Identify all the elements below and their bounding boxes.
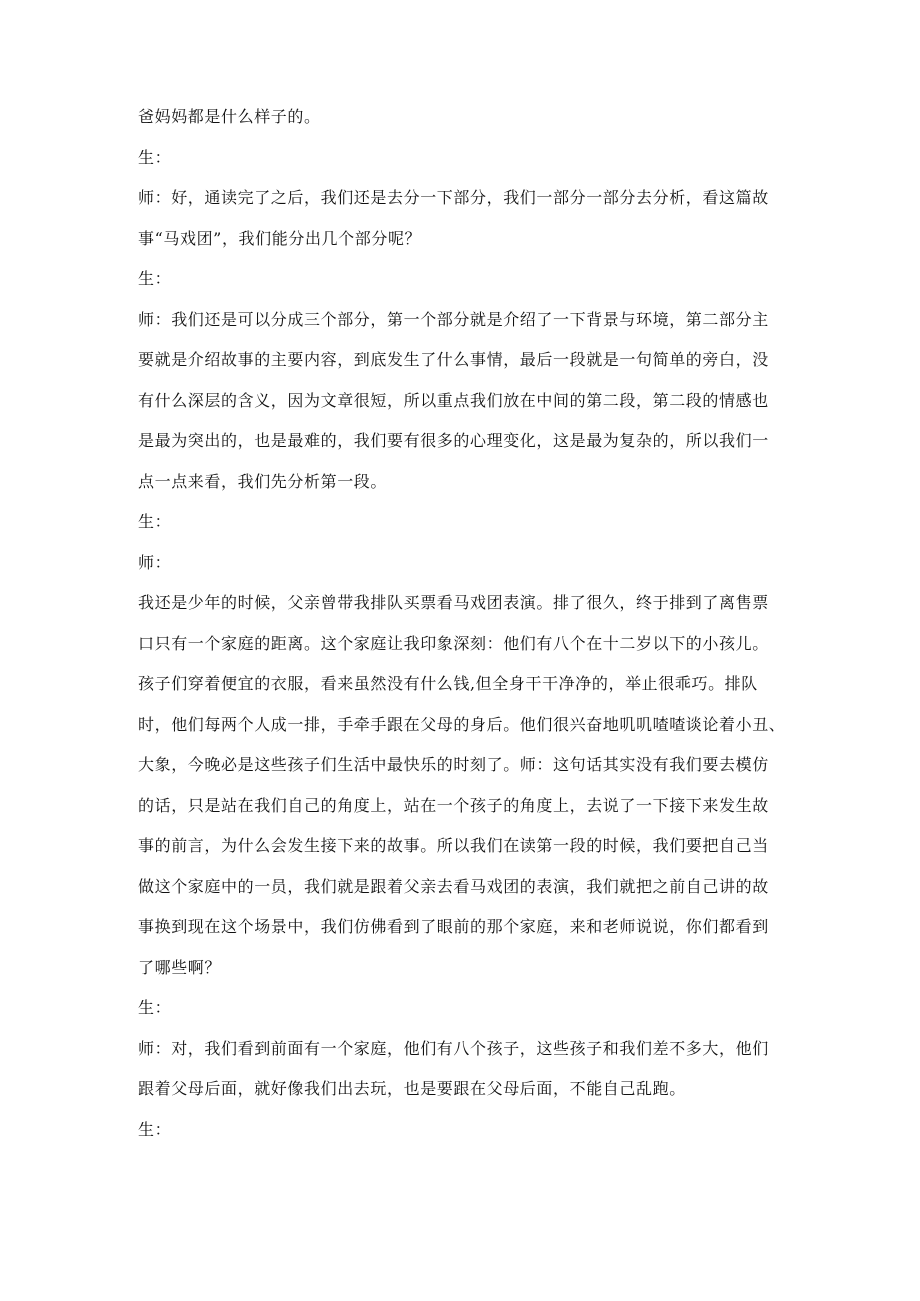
text-line: 时，他们每两个人成一排，手牵手跟在父母的身后。他们很兴奋地叽叽喳喳谈论着小丑、 (138, 714, 786, 734)
speaker-line-teacher: 师： (138, 552, 172, 572)
speaker-line-student: 生： (138, 512, 172, 531)
speaker-line-student: 生： (138, 147, 172, 167)
text-line: 有什么深层的含义，因为文章很短，所以重点我们放在中间的第二段，第二段的情感也 (138, 390, 769, 410)
text-line: 师：对，我们看到前面有一个家庭，他们有八个孩子，这些孩子和我们差不多大，他们 (138, 1038, 769, 1058)
text-line: 大象，今晚必是这些孩子们生活中最快乐的时刻了。师：这句话其实没有我们要去模仿 (138, 755, 769, 774)
text-line: 要就是介绍故事的主要内容，到底发生了什么事情，最后一段就是一句简单的旁白，没 (138, 350, 769, 369)
document-body (138, 104, 788, 1157)
speaker-line-student: 生： (138, 1119, 172, 1139)
text-line: 口只有一个家庭的距离。这个家庭让我印象深刻：他们有八个在十二岁以下的小孩儿。 (138, 633, 769, 653)
text-line: 点一点来看，我们先分析第一段。 (138, 471, 388, 491)
speaker-line-student: 生： (138, 998, 172, 1017)
text-line: 师：好，通读完了之后，我们还是去分一下部分，我们一部分一部分去分析，看这篇故 (138, 188, 769, 207)
text-line: 的话，只是站在我们自己的角度上，站在一个孩子的角度上，去说了一下接下来发生故 (138, 795, 769, 815)
text-line: 我还是少年的时候，父亲曾带我排队买票看马戏团表演。排了很久，终于排到了离售票 (138, 593, 769, 612)
text-line: 孩子们穿着便宜的衣服，看来虽然没有什么钱,但全身干干净净的，举止很乖巧。排队 (138, 674, 758, 693)
text-line: 爸妈妈都是什么样子的。 (138, 107, 321, 126)
text-line: 师：我们还是可以分成三个部分，第一个部分就是介绍了一下背景与环境，第二部分主 (138, 309, 769, 329)
text-line: 事“马戏团”，我们能分出几个部分呢？ (138, 228, 422, 248)
text-line: 是最为突出的，也是最难的，我们要有很多的心理变化，这是最为复杂的，所以我们一 (138, 431, 769, 450)
speaker-line-student: 生： (138, 269, 172, 288)
text-line: 跟着父母后面，就好像我们出去玩，也是要跟在父母后面，不能自己乱跑。 (138, 1079, 686, 1098)
text-line: 了哪些啊？ (138, 957, 222, 977)
text-line: 事的前言，为什么会发生接下来的故事。所以我们在读第一段的时候，我们要把自己当 (138, 836, 769, 855)
text-line: 事换到现在这个场景中，我们仿佛看到了眼前的那个家庭，来和老师说说，你们都看到 (138, 917, 769, 936)
text-line: 做这个家庭中的一员，我们就是跟着父亲去看马戏团的表演，我们就把之前自己讲的故 (138, 876, 769, 896)
